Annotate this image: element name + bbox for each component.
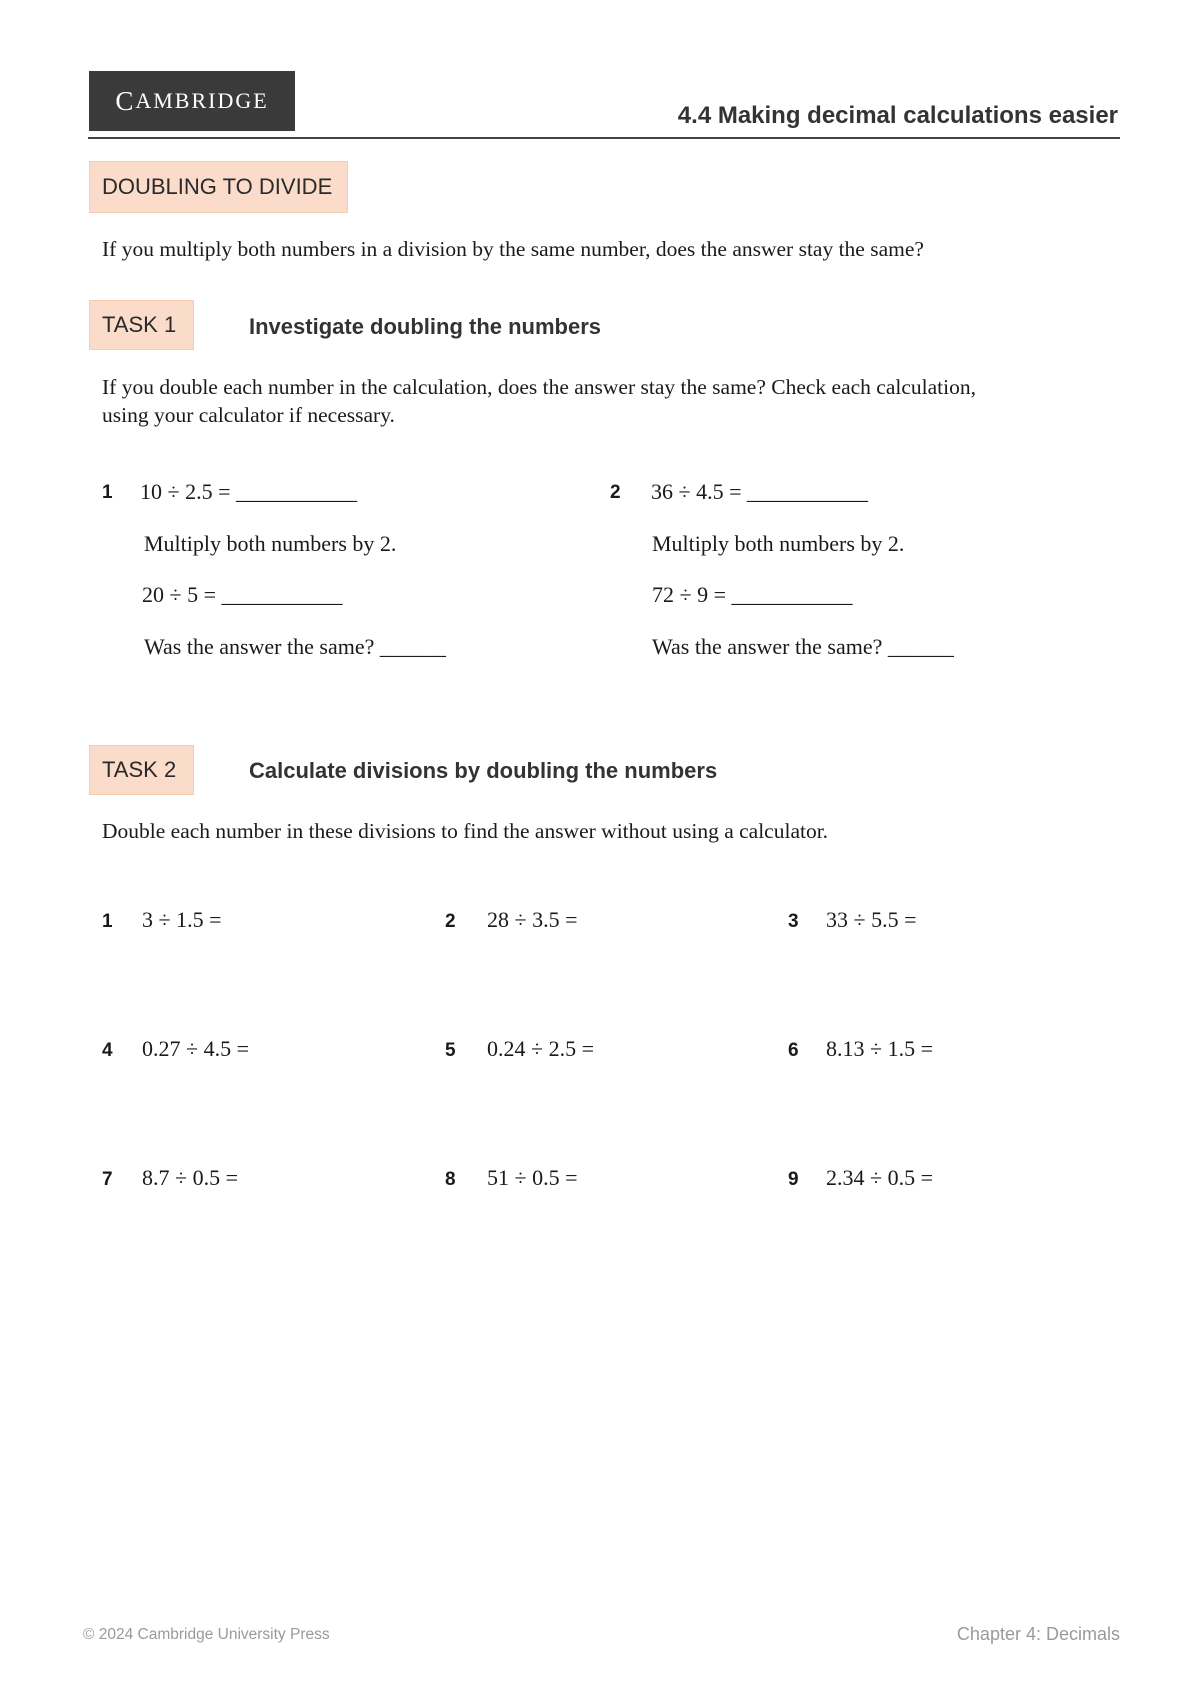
task1-q1-instruction: Multiply both numbers by 2. — [144, 531, 397, 556]
task2-question-number: 8 — [445, 1169, 456, 1190]
task2-question-number: 3 — [788, 911, 799, 932]
task1-q2-check: Was the answer the same? ______ — [652, 634, 954, 659]
task2-question-expression: 8.7 ÷ 0.5 = — [142, 1165, 238, 1190]
task2-instructions: Double each number in these divisions to find the answer without using a calculator. — [102, 819, 829, 843]
task2-question-number: 7 — [102, 1169, 113, 1190]
task2-question-number: 2 — [445, 911, 456, 932]
task1-tag: TASK 1 — [89, 300, 194, 350]
task1-q2-instruction: Multiply both numbers by 2. — [652, 531, 905, 556]
task1-question-number: 2 — [610, 482, 621, 503]
task2-question-number: 1 — [102, 911, 113, 932]
task2-question-expression: 51 ÷ 0.5 = — [487, 1165, 578, 1190]
task2-question-expression: 33 ÷ 5.5 = — [826, 907, 917, 932]
section-intro: If you multiply both numbers in a division by the same number, does the answer stay the same? — [102, 237, 924, 261]
task2-heading: Calculate divisions by doubling the numbers — [249, 758, 718, 783]
task2-question-number: 9 — [788, 1169, 799, 1190]
footer-copyright: © 2024 Cambridge University Press — [83, 1626, 330, 1643]
task2-question-expression: 3 ÷ 1.5 = — [142, 907, 222, 932]
task1-q1-doubled-calculation: 20 ÷ 5 = ___________ — [142, 582, 343, 607]
task2-question-expression: 2.34 ÷ 0.5 = — [826, 1165, 933, 1190]
task1-q2-calculation: 36 ÷ 4.5 = ___________ — [651, 479, 868, 504]
task2-question-expression: 0.24 ÷ 2.5 = — [487, 1036, 594, 1061]
task2-question-expression: 8.13 ÷ 1.5 = — [826, 1036, 933, 1061]
cambridge-logo — [89, 71, 295, 131]
section-tag: DOUBLING TO DIVIDE — [89, 161, 348, 213]
task1-q1-check: Was the answer the same? ______ — [144, 634, 446, 659]
task2-tag: TASK 2 — [89, 745, 194, 795]
logo-text: AMBRIDGE — [135, 88, 269, 113]
task1-instructions-line1: If you double each number in the calculation, does the answer stay the same? Check each calculation, — [102, 375, 976, 399]
header-divider — [88, 137, 1120, 139]
task2-question-expression: 28 ÷ 3.5 = — [487, 907, 578, 932]
task2-question-number: 5 — [445, 1040, 456, 1061]
task2-question-number: 4 — [102, 1040, 113, 1061]
task1-instructions-line2: using your calculator if necessary. — [102, 403, 395, 427]
footer-chapter: Chapter 4: Decimals — [956, 1624, 1120, 1644]
task1-question-number: 1 — [102, 482, 113, 503]
task2-question-expression: 0.27 ÷ 4.5 = — [142, 1036, 249, 1061]
logo-initial: C — [115, 85, 136, 116]
task2-question-number: 6 — [788, 1040, 799, 1061]
task1-q1-calculation: 10 ÷ 2.5 = ___________ — [140, 479, 357, 504]
page-title: 4.4 Making decimal calculations easier — [677, 102, 1118, 129]
task1-instructions — [102, 373, 976, 429]
task1-q2-doubled-calculation: 72 ÷ 9 = ___________ — [652, 582, 853, 607]
task1-heading: Investigate doubling the numbers — [249, 314, 602, 339]
